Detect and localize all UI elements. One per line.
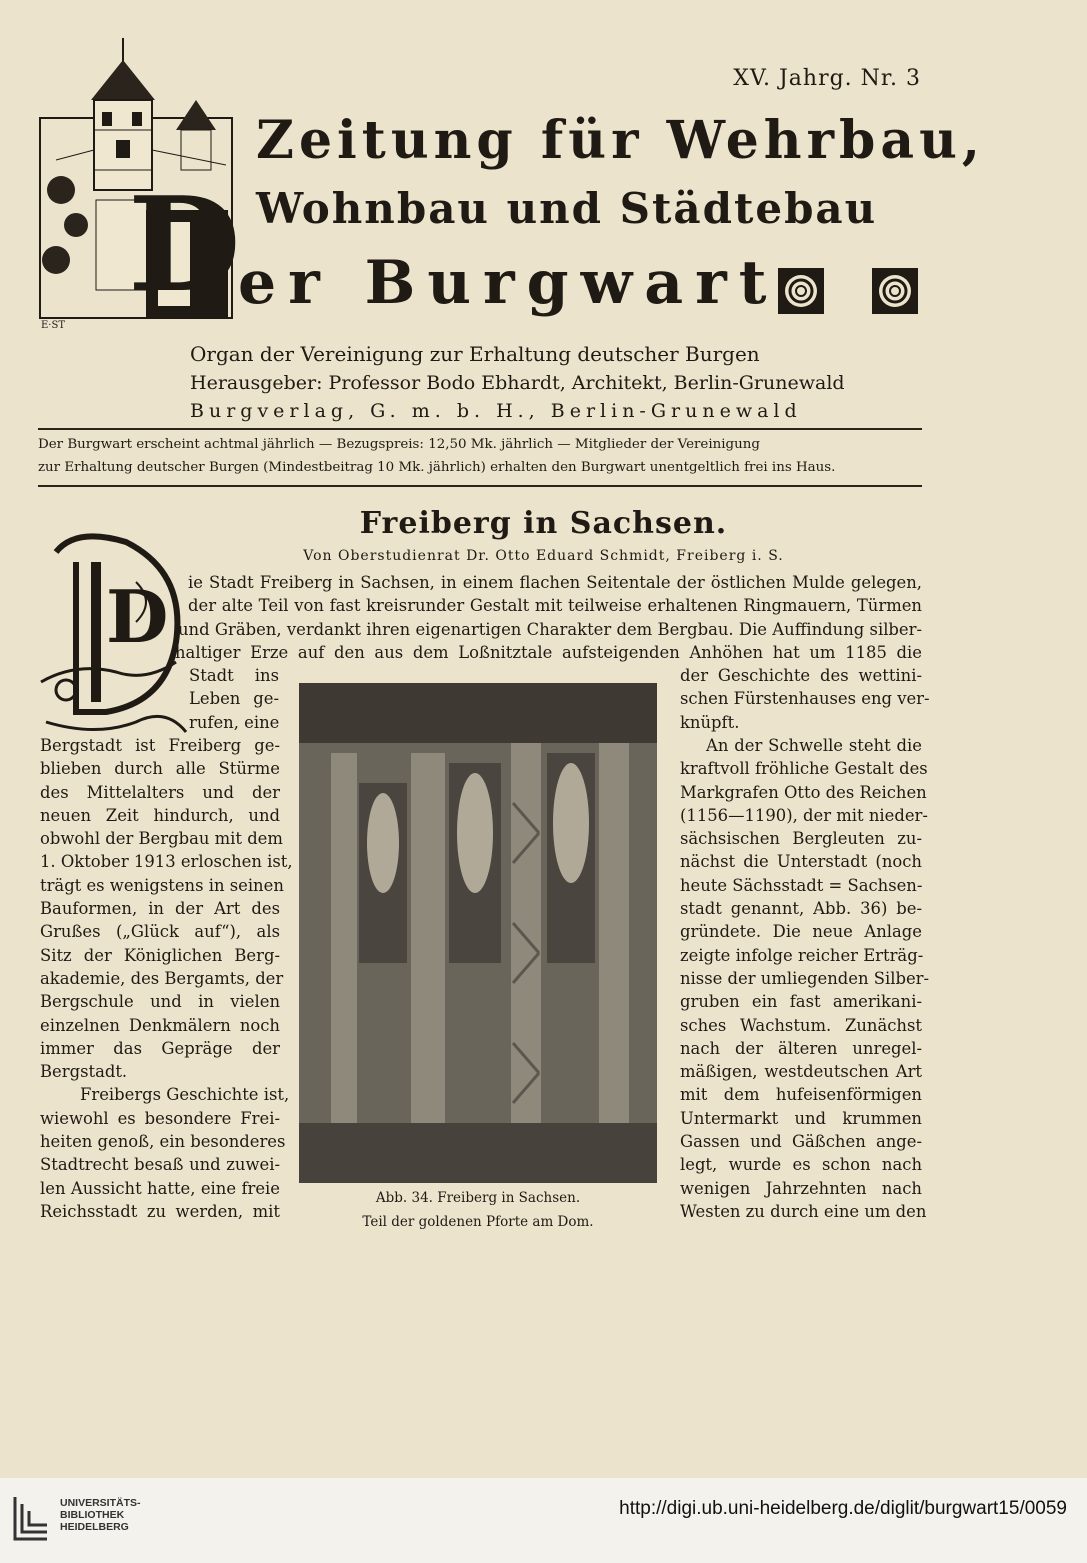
text-line: Markgrafen Otto des Reichen [680,782,927,802]
text-line: blieben durch alle Stürme [40,759,280,779]
source-url-link[interactable]: http://digi.ub.uni-heidelberg.de/diglit/burgwart15/0059 [619,1498,1067,1519]
institution-line1: UNIVERSITÄTS- [60,1497,141,1509]
notice-line1: Der Burgwart erscheint achtmal jährlich — Bezugspreis: 12,50 Mk. jährlich — Mitglieder der Vereinigung [38,437,760,452]
text-line: Bergstadt. [40,1062,128,1082]
text-line: mäßigen, westdeutschen Art [680,1062,922,1082]
text-line: zeigte infolge reicher Erträg- [680,945,924,965]
text-line: Stadt ins [189,666,279,685]
text-line: einzelnen Denkmälern noch [40,1015,280,1035]
rose-ornament-icon [776,266,826,316]
publisher-line: Herausgeber: Professor Bodo Ebhardt, Architekt, Berlin-Grunewald [190,372,845,394]
article-title: Freiberg in Sachsen. [359,506,728,541]
masthead-title-line2: Wohnbau und Städtebau [256,184,878,233]
text-line: legt, wurde es schon nach [680,1155,922,1175]
text-line: (1156—1190), der mit nieder- [680,805,928,825]
text-line: Untermarkt und krummen [680,1108,922,1128]
notice-line2: zur Erhaltung deutscher Burgen (Mindestbeitrag 10 Mk. jährlich) erhalten den Burgwart unentgeltlich frei ins Haus. [38,460,836,475]
text-line: haltiger Erze auf den aus dem Loßnitztale aufsteigenden Anhöhen hat um 1185 die [175,642,922,662]
text-line: rufen, eine [189,712,280,732]
text-line: Bergschule und in vielen [40,992,280,1012]
issue-number: XV. Jahrg. Nr. 3 [733,66,921,91]
university-library-logo-icon [10,1492,52,1544]
text-line: mit dem hufeisenförmigen [680,1085,922,1105]
text-line: schen Fürstenhauses eng ver- [680,689,930,709]
text-line: immer das Gepräge der [40,1038,280,1058]
press-line: Burgverlag, G. m. b. H., Berlin-Grunewald [190,400,802,422]
masthead-title-line3: er Burgwart [238,248,779,318]
institution-line3: HEIDELBERG [60,1521,129,1533]
initial-letter: D [106,574,169,659]
text-line: An der Schwelle steht die [706,735,922,755]
text-line: stadt genannt, Abb. 36) be- [680,899,922,918]
text-line: heiten genoß, ein besonderes [40,1132,286,1151]
divider-top [38,428,922,430]
university-library-name [60,1497,141,1533]
text-line: kraftvoll fröhliche Gestalt des [680,759,928,779]
text-line: Freibergs Geschichte ist, [80,1085,290,1105]
divider-bottom [38,485,922,487]
text-line: gründete. Die neue Anlage [680,922,922,942]
text-line: len Aussicht hatte, eine freie [40,1178,280,1198]
text-line: heute Sächsstadt = Sachsen- [680,875,923,895]
text-line: wenigen Jahrzehnten nach [680,1178,922,1198]
text-line: knüpft. [680,712,740,732]
masthead-initial-letter: D [128,168,253,321]
text-line: der Geschichte des wettini- [680,666,922,685]
text-line: sches Wachstum. Zunächst [680,1015,922,1035]
text-line: nächst die Unterstadt (noch [680,852,922,872]
text-line: Stadtrecht besaß und zuwei- [40,1155,280,1175]
text-line: nisse der umliegenden Silber- [680,968,930,988]
golden-portal-photograph [299,683,657,1183]
text-line: nach der älteren unregel- [680,1038,922,1058]
text-line: 1. Oktober 1913 erloschen ist, [40,852,293,872]
figure-caption-2: Teil der goldenen Pforte am Dom. [362,1214,594,1230]
text-line: Leben ge- [189,689,279,709]
ornamental-initial-d [36,522,188,754]
text-line: und Gräben, verdankt ihren eigenartigen Charakter dem Bergbau. Die Auffindung silber- [178,619,922,639]
text-line: Grußes („Glück auf“), als [40,922,280,942]
text-line: Bergstadt ist Freiberg ge- [40,735,280,755]
text-line: neuen Zeit hindurch, und [40,805,280,825]
text-line: obwohl der Bergbau mit dem [40,829,283,849]
organ-line: Organ der Vereinigung zur Erhaltung deutscher Burgen [190,342,760,366]
text-line: Sitz der Königlichen Berg- [40,945,280,965]
text-line: gruben ein fast amerikani- [680,992,922,1012]
rose-ornament-icon [870,266,920,316]
text-line: ie Stadt Freiberg in Sachsen, in einem flachen Seitentale der östlichen Mulde gelegen, [188,573,922,592]
text-line: Westen zu durch eine um den [680,1201,927,1221]
text-line: des Mittelalters und der [40,782,280,802]
text-line: trägt es wenigstens in seinen [40,875,284,895]
text-line: der alte Teil von fast kreisrunder Gestalt mit teilweise erhaltenen Ringmauern, Türmen [188,596,922,616]
article-byline: Von Oberstudienrat Dr. Otto Eduard Schmidt, Freiberg i. S. [303,548,784,564]
text-line: Bauformen, in der Art des [40,899,280,918]
text-line: Reichsstadt zu werden, mit [40,1201,280,1221]
artist-mark: E·ST [41,320,65,330]
text-line: Gassen und Gäßchen ange- [680,1132,922,1151]
text-line: akademie, des Bergamts, der [40,968,284,988]
footer-bar [0,1478,1087,1563]
institution-line2: BIBLIOTHEK [60,1509,125,1521]
text-line: sächsischen Bergleuten zu- [680,829,922,849]
figure-caption-1: Abb. 34. Freiberg in Sachsen. [375,1190,581,1206]
text-line: wiewohl es besondere Frei- [40,1108,280,1128]
masthead-title-line1: Zeitung für Wehrbau, [256,110,985,171]
